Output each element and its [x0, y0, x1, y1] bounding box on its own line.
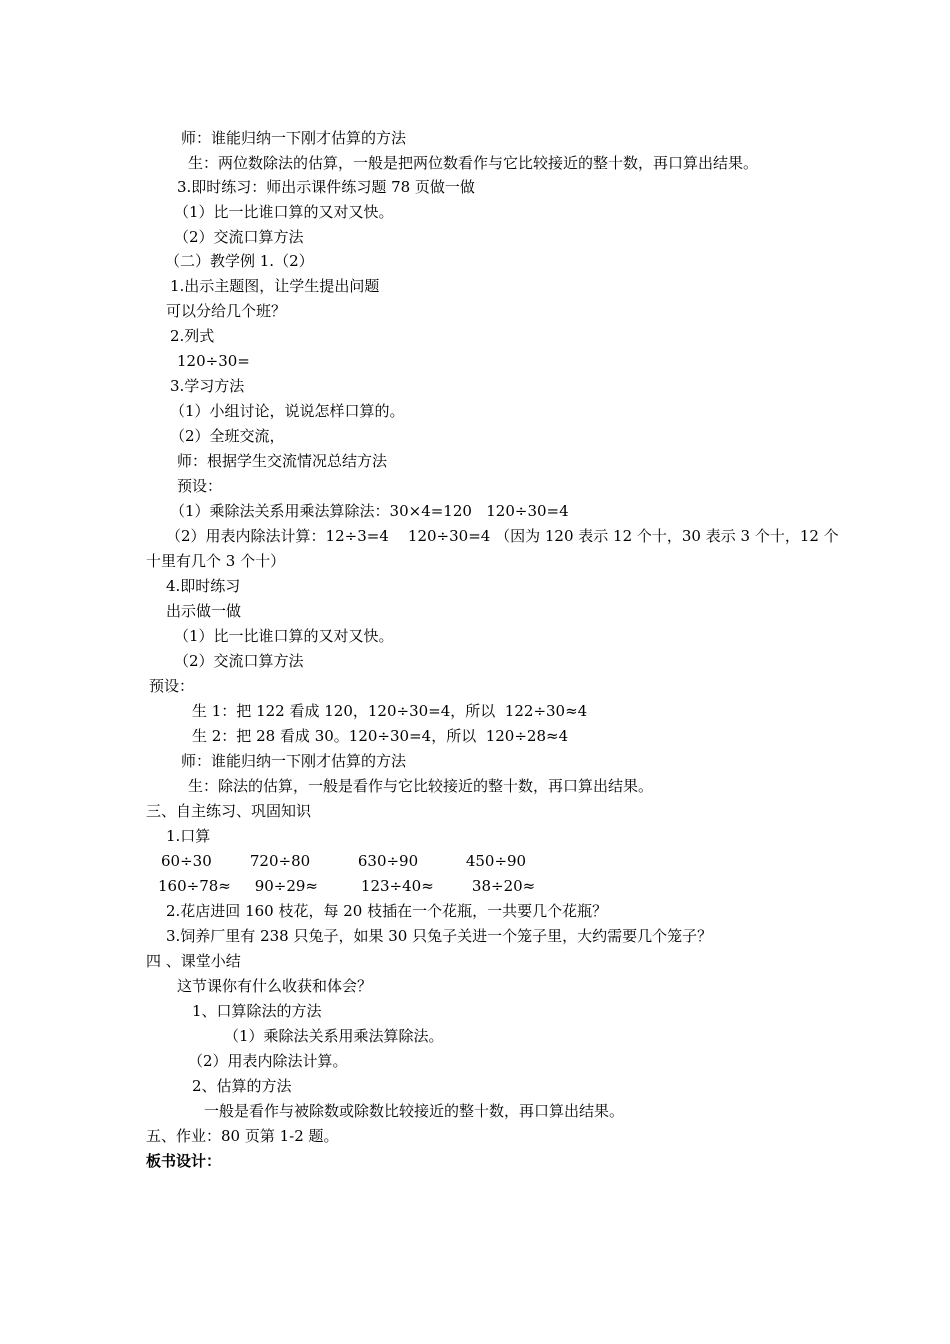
- text-line: 1.出示主题图，让学生提出问题: [170, 277, 380, 295]
- section-heading: 四 、课堂小结: [146, 952, 241, 970]
- text-line: 这节课你有什么收获和体会？: [177, 977, 373, 995]
- text-line: 1.口算: [166, 827, 211, 845]
- text-line: （2）交流口算方法: [174, 228, 304, 246]
- text-line: 出示做一做: [166, 602, 242, 620]
- text-line: 预设：: [177, 477, 223, 495]
- text-line: 3.即时练习：师出示课件练习题 78 页做一做: [177, 178, 475, 196]
- text-line: 2.列式: [170, 327, 215, 345]
- text-line: 十里有几个 3 个十）: [146, 552, 286, 570]
- text-line: 120÷30=: [177, 352, 250, 370]
- text-line: 生 1：把 122 看成 120，120÷30=4，所以 122÷30≈4: [192, 702, 588, 720]
- text-line: 3.学习方法: [170, 377, 245, 395]
- text-line: （2）用表内除法计算：12÷3=4 120÷30=4 （因为 120 表示 12 个十，30 表示 3 个十，12 个: [166, 527, 839, 545]
- text-line: （2）交流口算方法: [174, 652, 304, 670]
- text-line: 预设：: [149, 677, 195, 695]
- text-line: 一般是看作与被除数或除数比较接近的整十数，再口算出结果。: [204, 1102, 625, 1120]
- text-line: （1）比一比谁口算的又对又快。: [174, 627, 394, 645]
- text-line: （1）乘除法关系用乘法算除法：30×4=120 120÷30=4: [170, 502, 569, 520]
- text-line: 师：谁能归纳一下刚才估算的方法: [181, 752, 407, 770]
- text-line: （1）小组讨论，说说怎样口算的。: [170, 402, 405, 420]
- section-heading: 板书设计：: [146, 1152, 222, 1170]
- text-line: 师：根据学生交流情况总结方法: [177, 452, 388, 470]
- text-line: 160÷78≈ 90÷29≈ 123÷40≈ 38÷20≈: [158, 877, 536, 895]
- text-line: 生 2：把 28 看成 30。120÷30=4，所以 120÷28≈4: [192, 727, 569, 745]
- text-line: （1）比一比谁口算的又对又快。: [174, 203, 394, 221]
- text-line: 师：谁能归纳一下刚才估算的方法: [181, 129, 407, 147]
- text-line: （2）用表内除法计算。: [188, 1052, 348, 1070]
- text-line: （1）乘除法关系用乘法算除法。: [224, 1027, 444, 1045]
- text-line: 可以分给几个班？: [166, 302, 287, 320]
- text-line: 60÷30 720÷80 630÷90 450÷90: [161, 852, 527, 870]
- text-line: 生：除法的估算，一般是看作与它比较接近的整十数，再口算出结果。: [188, 777, 654, 795]
- text-line: 1、口算除法的方法: [192, 1002, 322, 1020]
- text-line: 4.即时练习: [166, 577, 241, 595]
- text-line: 2.花店进回 160 枝花，每 20 枝插在一个花瓶，一共要几个花瓶？: [166, 902, 608, 920]
- text-line: 生：两位数除法的估算，一般是把两位数看作与它比较接近的整十数，再口算出结果。: [188, 154, 759, 172]
- text-line: 2、估算的方法: [192, 1077, 292, 1095]
- section-heading: 三、自主练习、巩固知识: [146, 802, 312, 820]
- section-heading: 五、作业：80 页第 1-2 题。: [146, 1127, 339, 1145]
- section-heading: （二）教学例 1.（2）: [165, 252, 314, 270]
- text-line: 3.饲养厂里有 238 只兔子，如果 30 只兔子关进一个笼子里，大约需要几个笼子？: [166, 927, 713, 945]
- text-line: （2）全班交流，: [170, 427, 285, 445]
